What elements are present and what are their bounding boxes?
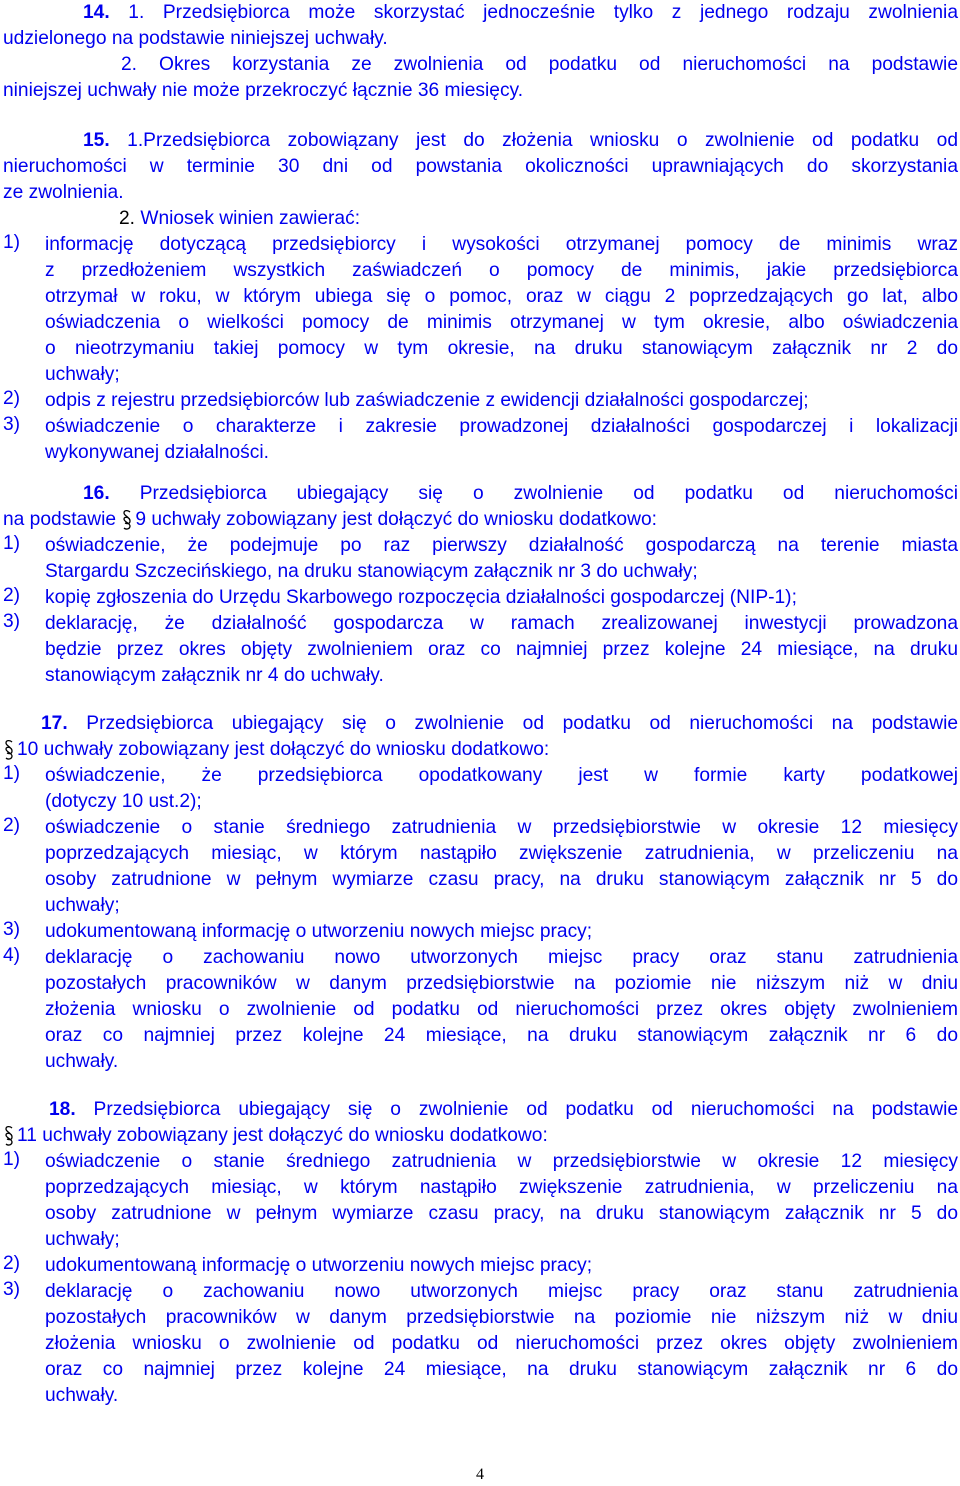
- list-item: [3, 763, 958, 815]
- list-item-line: złożenia wniosku o zwolnienie od podatku od nieruchomości przez okres objęty zwolnieniem: [45, 999, 958, 1020]
- list-item-number: 3): [3, 919, 21, 940]
- list-item-line: będzie przez okres objęty zwolnieniem oraz co najmniej przez kolejne 24 miesiące, na druku: [45, 639, 958, 660]
- list-item-line: osoby zatrudnione w pełnym wymiarze czasu pracy, na druku stanowiącym załącznik nr 5 do: [45, 1203, 958, 1224]
- paragraph-17-line-2: 10 uchwały zobowiązany jest dołączyć do wniosku dodatkowo:: [17, 739, 550, 760]
- list-item-line: deklarację, że działalność gospodarcza w ramach zrealizowanej inwestycji prowadzona: [45, 613, 958, 634]
- list-item-body: [45, 1279, 958, 1409]
- list-item-line: o nieotrzymaniu takiej pomocy w tym okresie, na druku stanowiącym załącznik nr 2 do: [45, 338, 958, 359]
- list-item-line: poprzedzających miesiąc, w którym nastąpiło zwiększenie zatrudnienia, w przeliczeniu na: [45, 843, 958, 864]
- list-item: [3, 388, 958, 414]
- paragraph-15-point-2-number: 2.: [119, 208, 136, 229]
- list-item-line: z przedłożeniem wszystkich zaświadczeń o pomocy de minimis, jakie przedsiębiorca: [45, 260, 958, 281]
- list-item-line: oświadczenia o wielkości pomocy de minimis otrzymanej w tym okresie, albo oświadczenia: [45, 312, 958, 333]
- list-item: [3, 919, 958, 945]
- list-item-number: 1): [3, 232, 21, 253]
- paragraph-17-number: 17.: [41, 713, 68, 734]
- list-item-line: uchwały;: [45, 895, 120, 916]
- list-item-number: 2): [3, 815, 21, 836]
- paragraph-18-list: [3, 1149, 958, 1409]
- list-item-body: [45, 763, 958, 815]
- list-item-number: 3): [3, 1279, 21, 1300]
- paragraph-16-line-1: Przedsiębiorca ubiegający się o zwolnienie od podatku od nieruchomości: [109, 483, 958, 504]
- list-item-line: oraz co najmniej przez kolejne 24 miesiące, na druku stanowiącym załącznik nr 6 do: [45, 1359, 958, 1380]
- list-item: [3, 1253, 958, 1279]
- list-item-line: złożenia wniosku o zwolnienie od podatku od nieruchomości przez okres objęty zwolnieniem: [45, 1333, 958, 1354]
- list-item-line: oświadczenie o stanie średniego zatrudnienia w przedsiębiorstwie w okresie 12 miesięcy: [45, 817, 958, 838]
- list-item-number: 4): [3, 945, 21, 966]
- paragraph-17-line-1: Przedsiębiorca ubiegający się o zwolnienie od podatku od nieruchomości na podstawie: [67, 713, 958, 734]
- list-item-body: [45, 388, 958, 414]
- list-item-line: osoby zatrudnione w pełnym wymiarze czasu pracy, na druku stanowiącym załącznik nr 5 do: [45, 869, 958, 890]
- paragraph-15: [3, 128, 958, 466]
- list-item: [3, 533, 958, 585]
- list-item-line: (dotyczy 10 ust.2);: [45, 791, 202, 812]
- list-item-line: stanowiącym załącznik nr 4 do uchwały.: [45, 665, 384, 686]
- paragraph-16-line-2b: 9 uchwały zobowiązany jest dołączyć do wniosku dodatkowo:: [135, 509, 657, 530]
- list-item-number: 1): [3, 1149, 21, 1170]
- list-item-body: [45, 585, 958, 611]
- list-item-line: uchwały.: [45, 1385, 119, 1406]
- paragraph-18-line-1: Przedsiębiorca ubiegający się o zwolnienie od podatku od nieruchomości na podstawie: [75, 1099, 958, 1120]
- list-item-line: uchwały;: [45, 1229, 120, 1250]
- list-item: [3, 815, 958, 919]
- paragraph-15-line-3: ze zwolnienia.: [3, 182, 124, 203]
- list-item-number: 2): [3, 1253, 21, 1274]
- list-item-line: uchwały.: [45, 1051, 119, 1072]
- paragraph-18-number: 18.: [49, 1099, 76, 1120]
- paragraph-15-line-1: 1.Przedsiębiorca zobowiązany jest do złożenia wniosku o zwolnienie od podatku od: [109, 130, 958, 151]
- list-item: [3, 611, 958, 689]
- list-item-line: kopię zgłoszenia do Urzędu Skarbowego rozpoczęcia działalności gospodarczej (NIP-1);: [45, 587, 797, 608]
- list-item-line: oświadczenie o stanie średniego zatrudnienia w przedsiębiorstwie w okresie 12 miesięcy: [45, 1151, 958, 1172]
- paragraph-15-number: 15.: [83, 130, 110, 151]
- list-item-line: otrzymał w roku, w którym ubiega się o pomoc, oraz w ciągu 2 poprzedzających go lat, albo: [45, 286, 958, 307]
- list-item: [3, 585, 958, 611]
- list-item-number: 1): [3, 763, 21, 784]
- paragraph-14-line-1: 1. Przedsiębiorca może skorzystać jednocześnie tylko z jednego rodzaju zwolnienia: [109, 2, 958, 23]
- list-item-number: 2): [3, 585, 21, 606]
- list-item-line: odpis z rejestru przedsiębiorców lub zaświadczenie z ewidencji działalności gospodarczej;: [45, 390, 809, 411]
- list-item-line: udokumentowaną informację o utworzeniu nowych miejsc pracy;: [45, 1255, 593, 1276]
- paragraph-15-list: [3, 232, 958, 466]
- paragraph-16-list: [3, 533, 958, 689]
- list-item-line: deklarację o zachowaniu nowo utworzonych miejsc pracy oraz stanu zatrudnienia: [45, 1281, 958, 1302]
- paragraph-17-list: [3, 763, 958, 1075]
- list-item-body: [45, 1149, 958, 1253]
- list-item-line: oraz co najmniej przez kolejne 24 miesiące, na druku stanowiącym załącznik nr 6 do: [45, 1025, 958, 1046]
- list-item: [3, 1279, 958, 1409]
- list-item-line: oświadczenie, że podejmuje po raz pierwszy działalność gospodarczą na terenie miasta: [45, 535, 958, 556]
- list-item-body: [45, 815, 958, 919]
- list-item-line: Stargardu Szczecińskiego, na druku stanowiącym załącznik nr 3 do uchwały;: [45, 561, 698, 582]
- page-number: 4: [476, 1466, 484, 1483]
- list-item-body: [45, 414, 958, 466]
- list-item-line: poprzedzających miesiąc, w którym nastąpiło zwiększenie zatrudnienia, w przeliczeniu na: [45, 1177, 958, 1198]
- list-item-line: oświadczenie o charakterze i zakresie prowadzonej działalności gospodarczej i lokalizacji: [45, 416, 958, 437]
- list-item-line: deklarację o zachowaniu nowo utworzonych miejsc pracy oraz stanu zatrudnienia: [45, 947, 958, 968]
- section-sign-icon: [3, 1123, 17, 1149]
- list-item: [3, 232, 958, 388]
- list-item-body: [45, 1253, 958, 1279]
- list-item-body: [45, 611, 958, 689]
- paragraph-14: [3, 0, 958, 104]
- list-item-line: informację dotyczącą przedsiębiorcy i wysokości otrzymanej pomocy de minimis wraz: [45, 234, 958, 255]
- paragraph-14-line-2: udzielonego na podstawie niniejszej uchwały.: [3, 28, 388, 49]
- paragraph-18-line-2: 11 uchwały zobowiązany jest dołączyć do wniosku dodatkowo:: [17, 1125, 548, 1146]
- paragraph-14-number: 14.: [83, 2, 110, 23]
- list-item: [3, 1149, 958, 1253]
- list-item-number: 1): [3, 533, 21, 554]
- paragraph-15-point-2-text: Wniosek winien zawierać:: [135, 208, 361, 229]
- list-item: [3, 945, 958, 1075]
- section-sign-icon: [121, 507, 135, 533]
- paragraph-14-line-3: 2. Okres korzystania ze zwolnienia od podatku od nieruchomości na podstawie: [121, 54, 958, 75]
- list-item-line: wykonywanej działalności.: [45, 442, 269, 463]
- list-item-number: 3): [3, 611, 21, 632]
- paragraph-16-line-2a: na podstawie: [3, 509, 122, 530]
- list-item-number: 2): [3, 388, 21, 409]
- list-item-body: [45, 919, 958, 945]
- list-item-body: [45, 232, 958, 388]
- list-item-line: pozostałych pracowników w danym przedsiębiorstwie na poziomie nie niższym niż w dniu: [45, 973, 958, 994]
- paragraph-18: [3, 1097, 958, 1409]
- list-item: [3, 414, 958, 466]
- paragraph-15-line-2: nieruchomości w terminie 30 dni od powstania okoliczności uprawniających do skorzystania: [3, 156, 958, 177]
- section-sign-icon: [3, 737, 17, 763]
- list-item-number: 3): [3, 414, 21, 435]
- list-item-line: udokumentowaną informację o utworzeniu nowych miejsc pracy;: [45, 921, 593, 942]
- paragraph-17: [3, 711, 958, 1075]
- list-item-body: [45, 533, 958, 585]
- paragraph-16-number: 16.: [83, 483, 110, 504]
- list-item-body: [45, 945, 958, 1075]
- paragraph-16: [3, 481, 958, 689]
- list-item-line: oświadczenie, że przedsiębiorca opodatkowany jest w formie karty podatkowej: [45, 765, 958, 786]
- list-item-line: pozostałych pracowników w danym przedsiębiorstwie na poziomie nie niższym niż w dniu: [45, 1307, 958, 1328]
- list-item-line: uchwały;: [45, 364, 120, 385]
- paragraph-14-line-4: niniejszej uchwały nie może przekroczyć łącznie 36 miesięcy.: [3, 80, 524, 101]
